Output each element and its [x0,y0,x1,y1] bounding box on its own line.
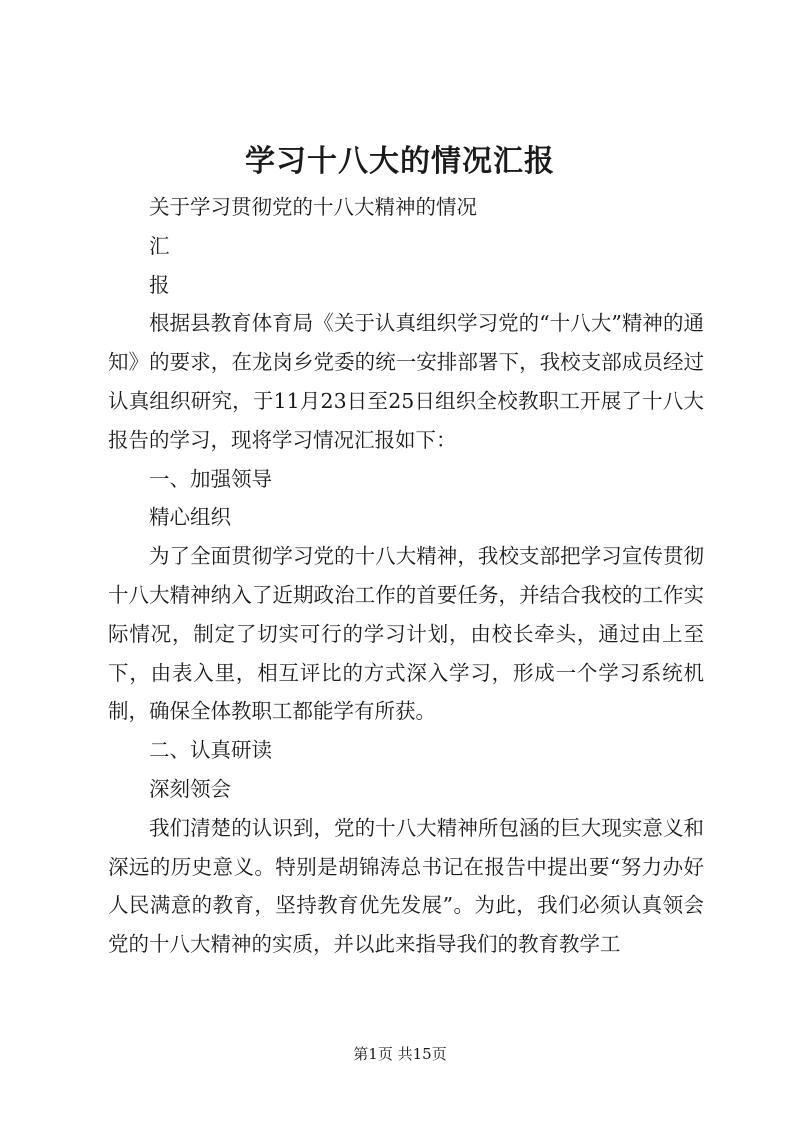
section-heading-1-cont: 精心组织 [149,505,231,530]
paragraph-subtitle: 关于学习贯彻党的十八大精神的情况 [149,195,477,219]
paragraph-section-2: 我们清楚的认识到，党的十八大精神所包涵的巨大现实意义和深远的历史意义。特别是胡锦涛总书记在报告中提出要“努力办好人民满意的教育，坚持教育优先发展”。为此，我们必须认真领会党的十八大精神的实质，并以此来指导我们的教育教学工 [108,815,704,957]
document-title: 学习十八大的情况汇报 [245,144,555,179]
paragraph-subtitle-hui: 汇 [149,233,170,258]
paragraph-subtitle-bao: 报 [149,272,170,297]
section-heading-2-cont: 深刻领会 [149,776,231,801]
page-number-footer: 第1页 共15页 [353,1045,447,1063]
paragraph-intro: 根据县教育体育局《关于认真组织学习党的“十八大”精神的通知》的要求，在龙岗乡党委的统一安排部署下，我校支部成员经过认真组织研究，于11月23日至25日组织全校教职工开展了十八大报告的学习，现将学习情况汇报如下： [108,311,704,452]
document-body [108,188,704,964]
section-heading-1: 一、加强领导 [149,466,272,491]
paragraph-section-1: 为了全面贯彻学习党的十八大精神，我校支部把学习宣传贯彻十八大精神纳入了近期政治工作的首要任务，并结合我校的工作实际情况，制定了切实可行的学习计划，由校长牵头，通过由上至下，由表入里，相互评比的方式深入学习，形成一个学习系统机制，确保全体教职工都能学有所获。 [108,544,704,724]
section-heading-2: 二、认真研读 [149,738,272,763]
